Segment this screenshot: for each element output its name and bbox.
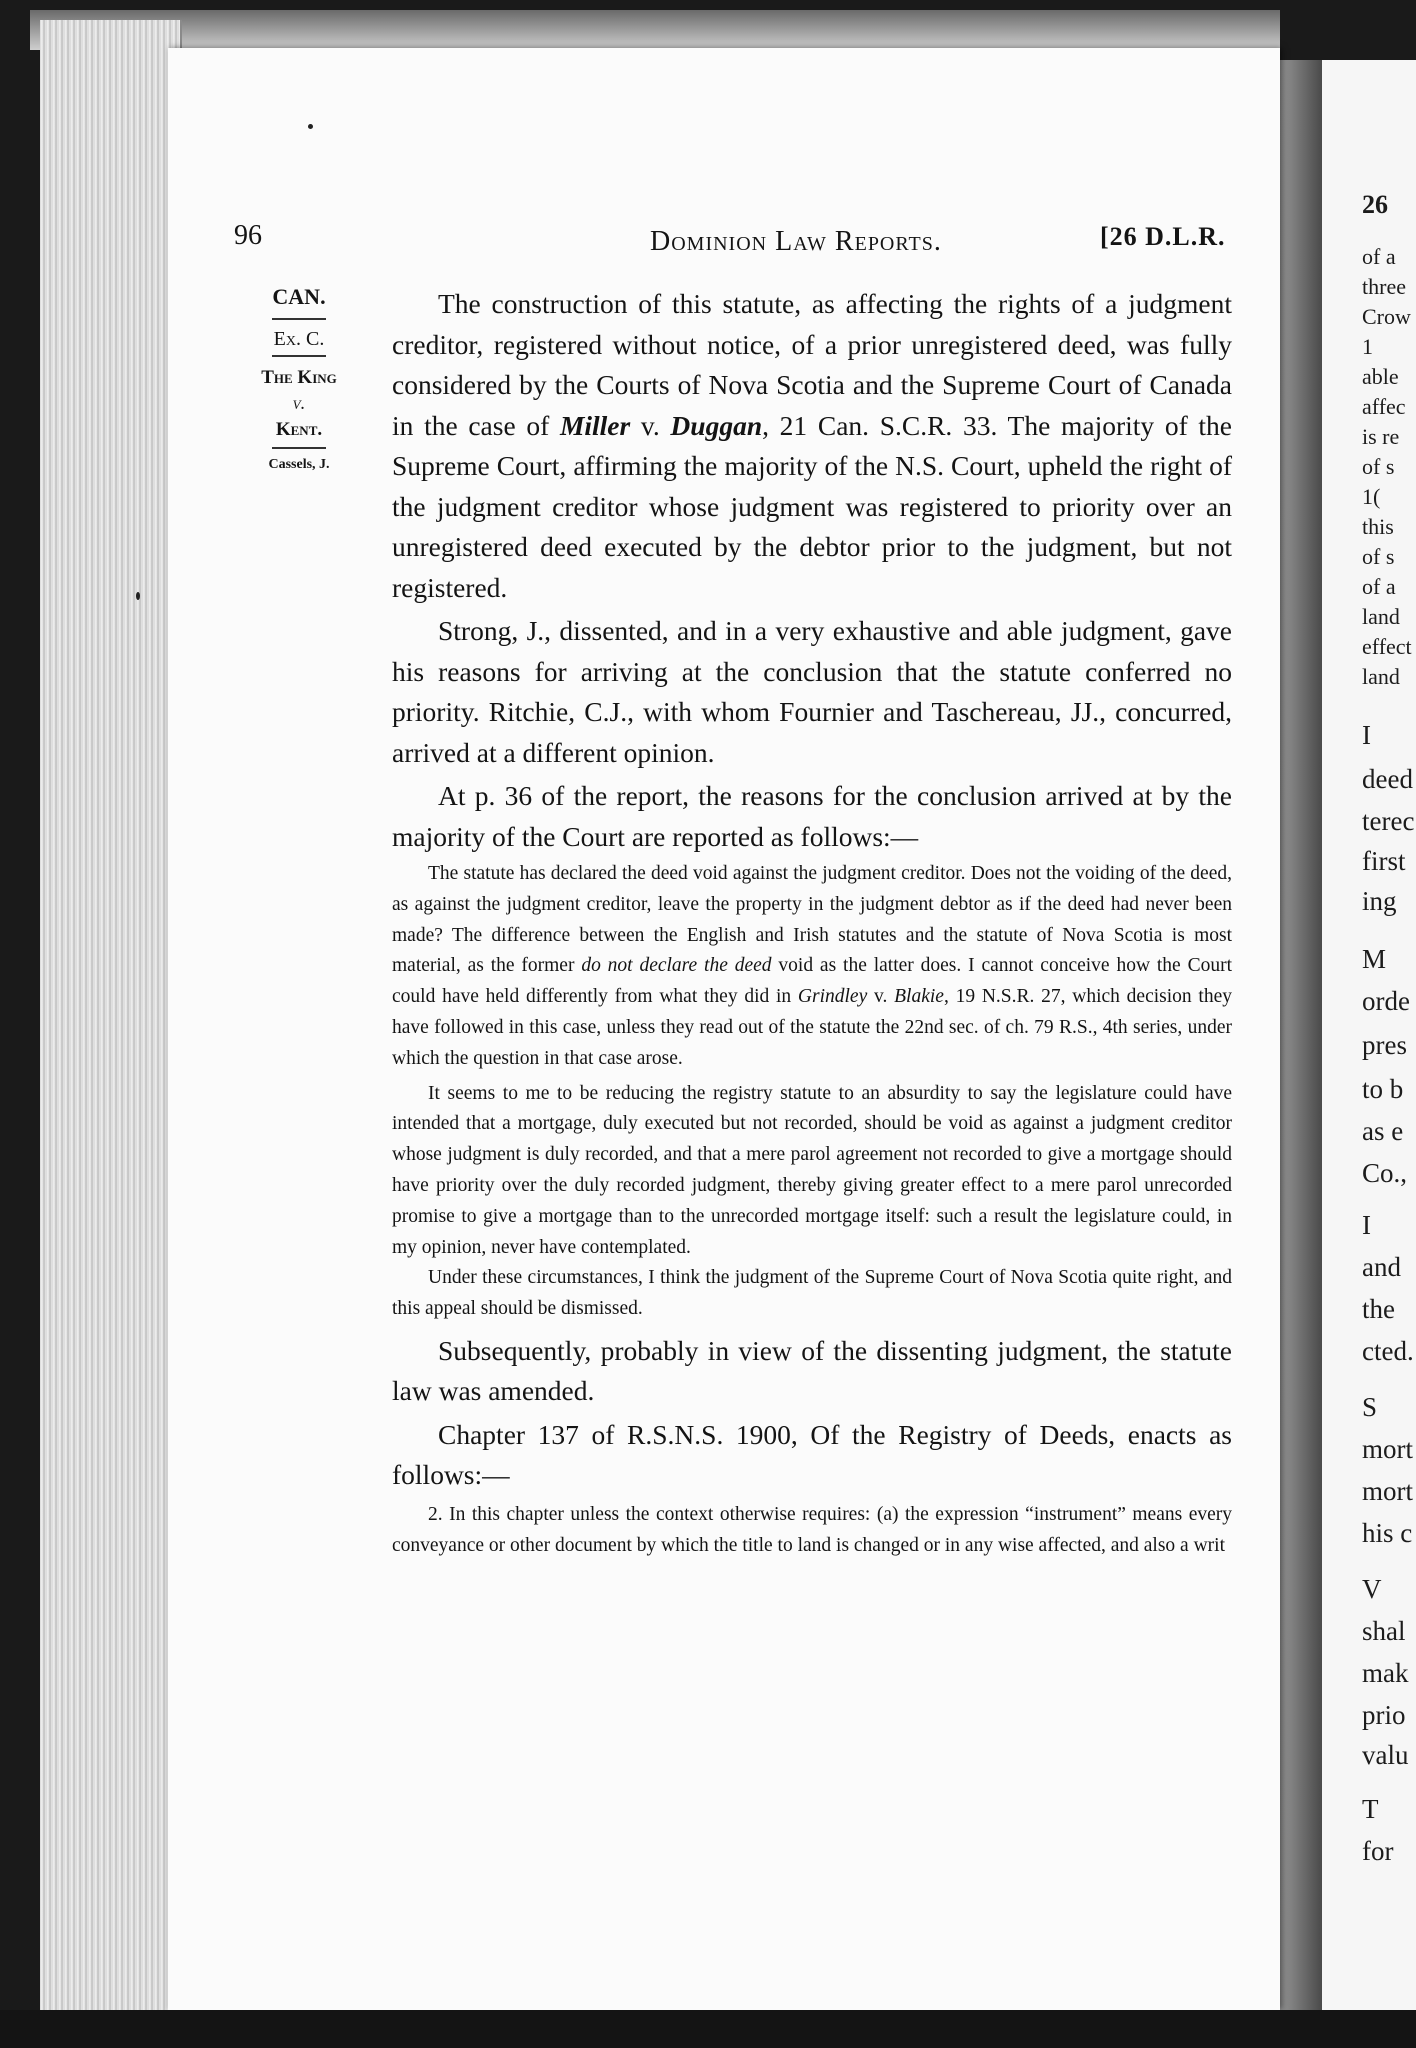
- paragraph: Subsequently, probably in view of the dissenting judgment, the statute law was amended.: [392, 1334, 1232, 1407]
- facing-page-text-fragment: T: [1362, 1794, 1379, 1824]
- sidenote-divider: [272, 318, 326, 320]
- sidenote-judge: Cassels, J.: [268, 457, 330, 472]
- facing-page-text-fragment: Crow: [1362, 304, 1411, 329]
- quoted-paragraph: The statute has declared the deed void against the judgment creditor. Does not the voiding of the deed, as against the judgment creditor, leave the property in the judgment debtor as if the deed had never been made? The difference between the English and Irish statutes and the statute of Nova Scotia is most material, as the former do not declare the deed void as the latter does. I cannot conceive how the Court could have held differently from what they did in Grindley v. Blakie, 19 N.S.R. 27, which decision they have followed in this case, unless they read out of the statute the 22nd sec. of ch. 79 R.S., 4th series, under which the question in that case arose.: [392, 863, 1232, 1069]
- facing-page-text-fragment: land: [1362, 664, 1400, 689]
- sidenote-divider: [272, 447, 326, 449]
- case-name: Duggan: [670, 409, 763, 441]
- facing-page-text-fragment: cted.: [1362, 1336, 1414, 1366]
- facing-page: [1322, 60, 1416, 2010]
- dust-speck: [136, 592, 140, 600]
- facing-page-text-fragment: to b: [1362, 1074, 1404, 1104]
- facing-page-text-fragment: V: [1362, 1574, 1382, 1604]
- body-text: [392, 284, 1232, 1562]
- facing-page-number: 26: [1362, 190, 1388, 219]
- sidenote-divider: [272, 355, 326, 357]
- emphasis: do not declare the deed: [581, 955, 772, 977]
- sidenote-jurisdiction: CAN.: [272, 284, 326, 309]
- facing-page-text-fragment: of a: [1362, 244, 1396, 269]
- facing-page-text-fragment: three: [1362, 274, 1406, 299]
- facing-page-text-fragment: M: [1362, 944, 1387, 974]
- facing-page-text-fragment: the: [1362, 1294, 1395, 1324]
- facing-page-text-fragment: orde: [1362, 986, 1410, 1016]
- facing-page-text-fragment: terec: [1362, 806, 1415, 836]
- facing-page-text-fragment: pres: [1362, 1030, 1407, 1060]
- facing-page-text-fragment: his c: [1362, 1518, 1413, 1548]
- facing-page-text-fragment: I: [1362, 1210, 1371, 1240]
- running-head: Dominion Law Reports.: [650, 226, 942, 257]
- sidenote-court: Ex. C.: [273, 328, 325, 350]
- quoted-paragraph: Under these circumstances, I think the judgment of the Supreme Court of Nova Scotia quite right, and this appeal should be dismissed.: [392, 1267, 1232, 1320]
- quoted-paragraph: It seems to me to be reducing the registry statute to an absurdity to say the legislature could have intended that a mortgage, duly executed but not recorded, should be void as against a judgment creditor whose judgment is duly recorded, and that a mere parol agreement not recorded to give a mortgage should have priority over the duly recorded judgment, thereby giving greater effect to a mere parol unrecorded promise to give a mortgage than to the unrecorded mortgage itself: such a result the legislature could, in my opinion, never have contemplated.: [392, 1082, 1232, 1258]
- facing-page-text-fragment: 1(: [1362, 484, 1381, 509]
- sidenote-case-plaintiff: The King: [261, 367, 337, 388]
- facing-page-text-fragment: deed: [1362, 764, 1413, 794]
- facing-page-text-fragment: first: [1362, 846, 1406, 876]
- paragraph: At p. 36 of the report, the reasons for the conclusion arrived at by the majority of the Court are reported as follows:—: [392, 780, 1232, 852]
- paragraph: Strong, J., dissented, and in a very exhaustive and able judgment, gave his reasons for arriving at the conclusion that the statute conferred no priority. Ritchie, C.J., with whom Fournier and Taschereau, JJ., concurred, arrived at a different opinion.: [392, 615, 1232, 768]
- facing-page-text-fragment: able: [1362, 364, 1399, 389]
- facing-page-text-fragment: mort: [1362, 1434, 1413, 1464]
- facing-page-text-fragment: effect: [1362, 634, 1412, 659]
- book-page-edges: [40, 20, 182, 2015]
- facing-page-text-fragment: valu: [1362, 1740, 1409, 1770]
- facing-page-text-fragment: S: [1362, 1392, 1378, 1422]
- facing-page-text-fragment: of a: [1362, 574, 1396, 599]
- scan-bottom-edge: [0, 2010, 1416, 2048]
- facing-page-text-fragment: this: [1362, 514, 1394, 539]
- facing-page-text-fragment: affec: [1362, 394, 1406, 419]
- case-name: Miller: [559, 409, 631, 441]
- quoted-paragraph: 2. In this chapter unless the context otherwise requires: (a) the expression “instrument” means every conveyance or other document by which the title to land is changed or in any wise affected, and also a writ: [392, 1503, 1232, 1556]
- page-number: 96: [234, 220, 262, 251]
- facing-page-text-fragment: of s: [1362, 544, 1395, 569]
- facing-page-text-fragment: shal: [1362, 1616, 1406, 1646]
- paragraph: The construction of this statute, as affecting the rights of a judgment creditor, registered without notice, of a prior unregistered deed, was fully considered by the Courts of Nova Scotia and the Supreme Court of Canada in the case of Miller v. Duggan, 21 Can. S.C.R. 33. The majority of the Supreme Court, affirming the majority of the N.S. Court, upheld the right of the judgment creditor whose judgment was registered to priority over an unregistered deed executed by the debtor prior to the judgment, but not registered.: [392, 288, 1233, 603]
- sidenote-case-defendant: Kent.: [275, 419, 323, 440]
- sidenote-case-versus: v.: [292, 393, 306, 414]
- facing-page-text-fragment: mak: [1362, 1658, 1409, 1688]
- dust-speck: [308, 124, 313, 129]
- book-top-edge: [30, 10, 1280, 50]
- volume-reference: [26 D.L.R.: [1100, 222, 1226, 251]
- facing-page-text-fragment: land: [1362, 604, 1400, 629]
- case-name: Grindley: [797, 986, 868, 1008]
- facing-page-text-fragment: as e: [1362, 1116, 1404, 1146]
- facing-page-text-fragment: for: [1362, 1836, 1394, 1866]
- sidenote: [244, 284, 354, 473]
- facing-page-text-fragment: Co.,: [1362, 1158, 1408, 1188]
- facing-page-text-fragment: is re: [1362, 424, 1400, 449]
- facing-page-text-fragment: mort: [1362, 1476, 1413, 1506]
- facing-page-text-fragment: I: [1362, 720, 1371, 750]
- facing-page-text-fragment: prio: [1362, 1700, 1406, 1730]
- facing-page-text-fragment: of s: [1362, 454, 1395, 479]
- facing-page-text-fragment: and: [1362, 1252, 1401, 1282]
- paragraph: Chapter 137 of R.S.N.S. 1900, Of the Registry of Deeds, enacts as follows:—: [392, 1418, 1232, 1491]
- case-name: Blakie: [894, 986, 944, 1008]
- facing-page-text-fragment: ing: [1362, 886, 1397, 916]
- facing-page-text-fragment: 1: [1362, 334, 1373, 359]
